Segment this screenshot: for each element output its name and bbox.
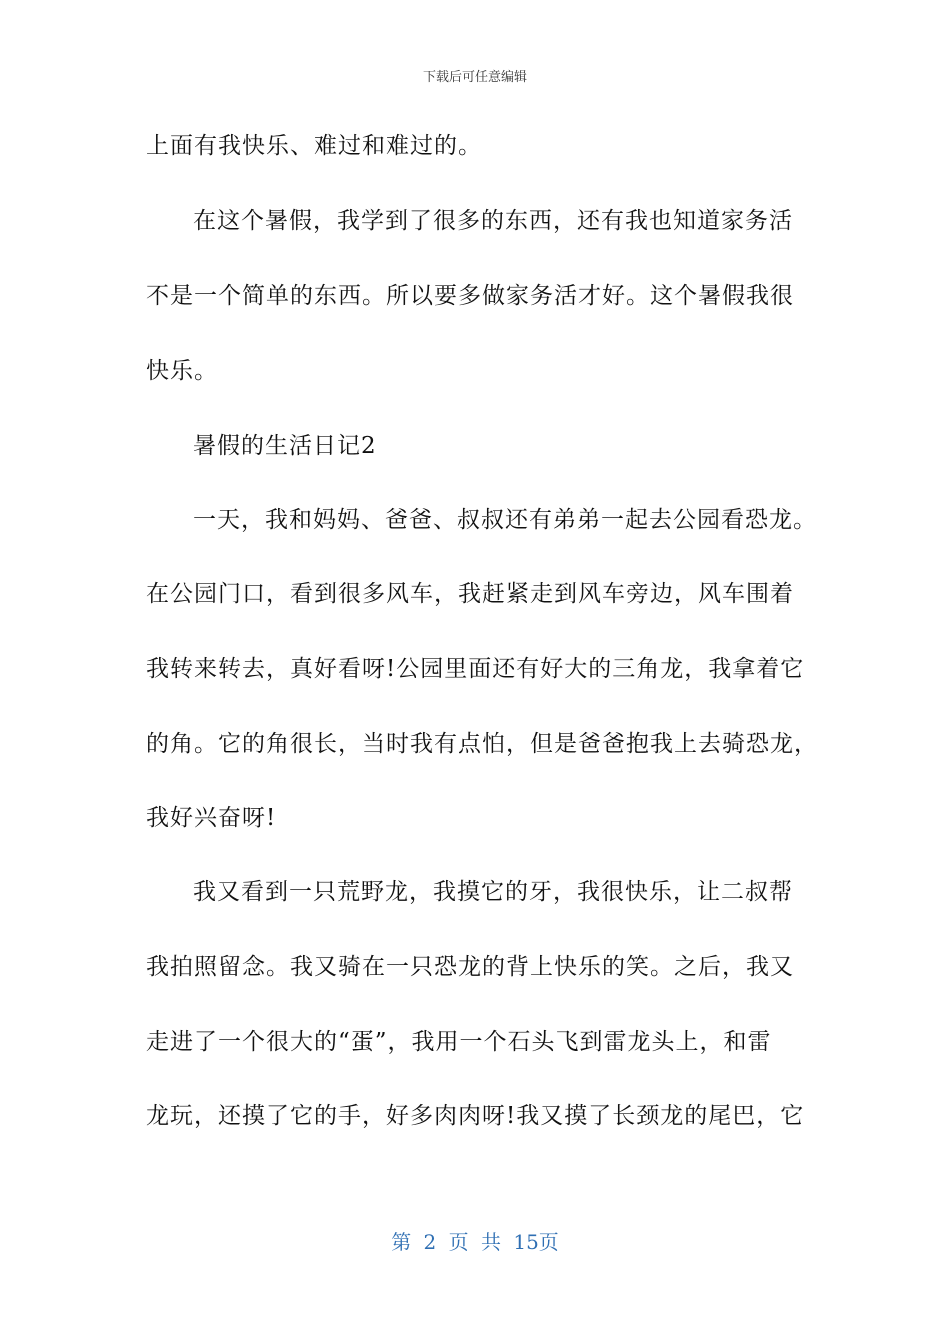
text-line: 不是一个简单的东西。所以要多做家务活才好。这个暑假我很: [146, 283, 794, 309]
text-line: 我又看到一只荒野龙，我摸它的牙，我很快乐，让二叔帮: [193, 879, 793, 905]
text-line: 走进了一个很大的“蛋”，我用一个石头飞到雷龙头上，和雷: [146, 1029, 772, 1055]
text-line: 快乐。: [146, 358, 218, 384]
text-line: 龙玩，还摸了它的手，好多肉肉呀!我又摸了长颈龙的尾巴，它: [146, 1103, 805, 1129]
text-line: 我转来转去，真好看呀!公园里面还有好大的三角龙，我拿着它: [146, 656, 805, 682]
text-line: 上面有我快乐、难过和难过的。: [146, 133, 482, 159]
text-line: 一天，我和妈妈、爸爸、叔叔还有弟弟一起去公园看恐龙。: [193, 507, 817, 533]
text-line: 在公园门口，看到很多风车，我赶紧走到风车旁边，风车围着: [146, 581, 794, 607]
text-line: 在这个暑假，我学到了很多的东西，还有我也知道家务活: [193, 208, 793, 234]
page-header: 下载后可任意编辑: [422, 70, 527, 85]
page-footer: 第 2 页 共 15页: [391, 1230, 559, 1254]
text-line: 我好兴奋呀!: [146, 805, 277, 831]
section-title: 暑假的生活日记2: [193, 433, 377, 459]
text-line: 的角。它的角很长，当时我有点怕，但是爸爸抱我上去骑恐龙，: [146, 731, 818, 757]
text-line: 我拍照留念。我又骑在一只恐龙的背上快乐的笑。之后，我又: [146, 954, 794, 980]
